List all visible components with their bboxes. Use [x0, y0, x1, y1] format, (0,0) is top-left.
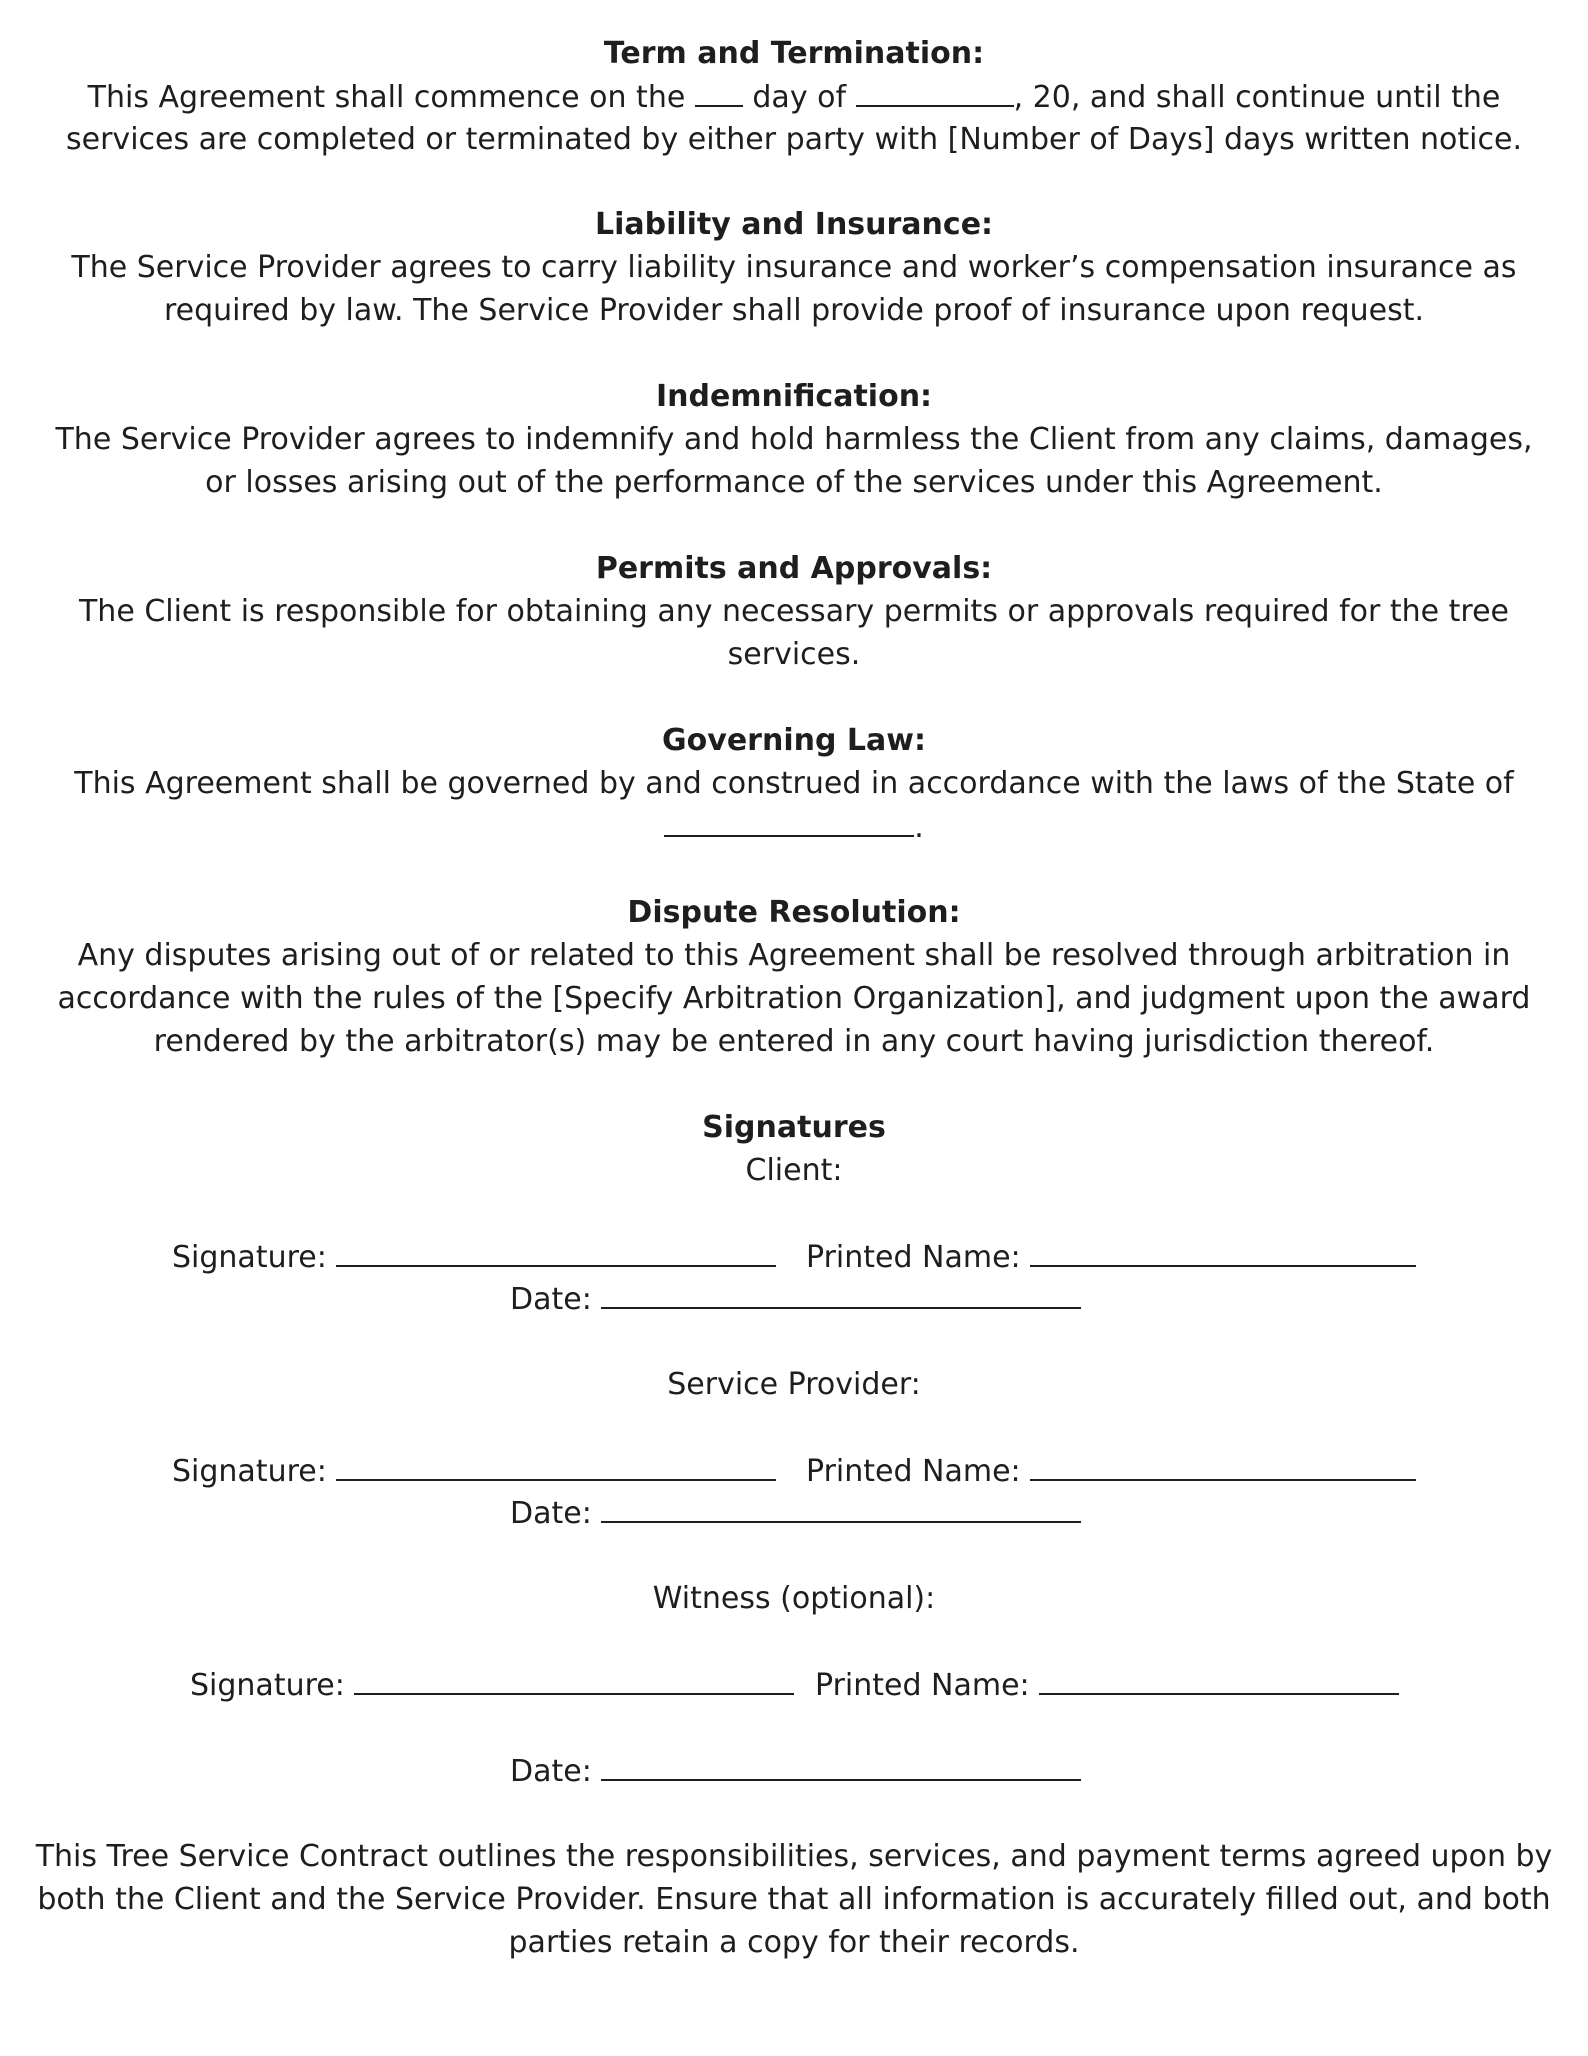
client-printed-name-label: Printed Name:	[806, 1240, 1021, 1275]
governing-heading: Governing Law:	[662, 723, 926, 758]
provider-printed-name-line[interactable]	[1030, 1449, 1416, 1481]
provider-date-line[interactable]	[601, 1491, 1081, 1523]
client-signature-line[interactable]	[336, 1235, 776, 1267]
governing-end: .	[914, 810, 924, 845]
witness-signature-line[interactable]	[354, 1663, 794, 1695]
witness-date-row	[510, 1749, 1081, 1793]
term-text-3: , 20, and shall continue until the	[1013, 80, 1501, 115]
client-date-row	[510, 1277, 1081, 1321]
client-label: Client:	[745, 1153, 843, 1188]
term-text-2: day of	[752, 80, 847, 115]
client-printed-name-row	[806, 1235, 1416, 1279]
witness-date-line[interactable]	[601, 1749, 1081, 1781]
governing-line-2	[0, 805, 1588, 849]
term-line-2: services are completed or terminated by either party with [Number of Days] days written notice.	[66, 122, 1522, 157]
term-heading: Term and Termination:	[603, 36, 985, 71]
term-line-1	[0, 75, 1588, 119]
provider-printed-name-row	[806, 1449, 1416, 1493]
dispute-heading: Dispute Resolution:	[627, 895, 961, 930]
witness-printed-name-row	[815, 1663, 1399, 1707]
provider-printed-name-label: Printed Name:	[806, 1454, 1021, 1489]
month-blank[interactable]	[856, 75, 1014, 107]
permits-heading: Permits and Approvals:	[595, 551, 993, 586]
provider-signature-line[interactable]	[336, 1449, 776, 1481]
term-text-1: This Agreement shall commence on the	[87, 80, 686, 115]
indemnification-heading: Indemnification:	[655, 379, 933, 414]
provider-date-row	[510, 1491, 1081, 1535]
client-date-label: Date:	[510, 1282, 592, 1317]
dispute-body: Any disputes arising out of or related to this Agreement shall be resolved through arbitration in accordance with the rules of the [Specify Arbitration Organization], and judgment upon the award rendered by the arbitrator(s) may be entered in any court having jurisdiction thereof.	[57, 938, 1531, 1059]
client-date-line[interactable]	[601, 1277, 1081, 1309]
liability-body: The Service Provider agrees to carry liability insurance and worker’s compensation insurance as required by law. The Service Provider shall provide proof of insurance upon request.	[71, 250, 1517, 328]
provider-date-label: Date:	[510, 1496, 592, 1531]
signatures-heading: Signatures	[702, 1110, 886, 1145]
witness-printed-name-line[interactable]	[1039, 1663, 1399, 1695]
governing-body: This Agreement shall be governed by and construed in accordance with the laws of the State of	[74, 766, 1514, 801]
indemnification-body: The Service Provider agrees to indemnify and hold harmless the Client from any claims, damages, or losses arising out of the performance of the services under this Agreement.	[55, 422, 1533, 500]
client-signature-row	[172, 1235, 776, 1279]
provider-signature-row	[172, 1449, 776, 1493]
day-blank[interactable]	[695, 75, 743, 107]
provider-label: Service Provider:	[667, 1367, 921, 1402]
client-signature-label: Signature:	[172, 1240, 327, 1275]
witness-signature-label: Signature:	[190, 1668, 345, 1703]
client-printed-name-line[interactable]	[1030, 1235, 1416, 1267]
witness-date-label: Date:	[510, 1754, 592, 1789]
witness-label: Witness (optional):	[652, 1581, 936, 1616]
permits-body: The Client is responsible for obtaining any necessary permits or approvals required for the tree services.	[78, 594, 1509, 672]
liability-heading: Liability and Insurance:	[594, 207, 994, 242]
state-blank[interactable]	[664, 805, 914, 837]
footer-note: This Tree Service Contract outlines the responsibilities, services, and payment terms agreed upon by both the Client and the Service Provider. Ensure that all information is accurately filled out, and both parties retain a copy for their records.	[35, 1839, 1553, 1960]
provider-signature-label: Signature:	[172, 1454, 327, 1489]
witness-signature-row	[190, 1663, 794, 1707]
witness-printed-name-label: Printed Name:	[815, 1668, 1030, 1703]
